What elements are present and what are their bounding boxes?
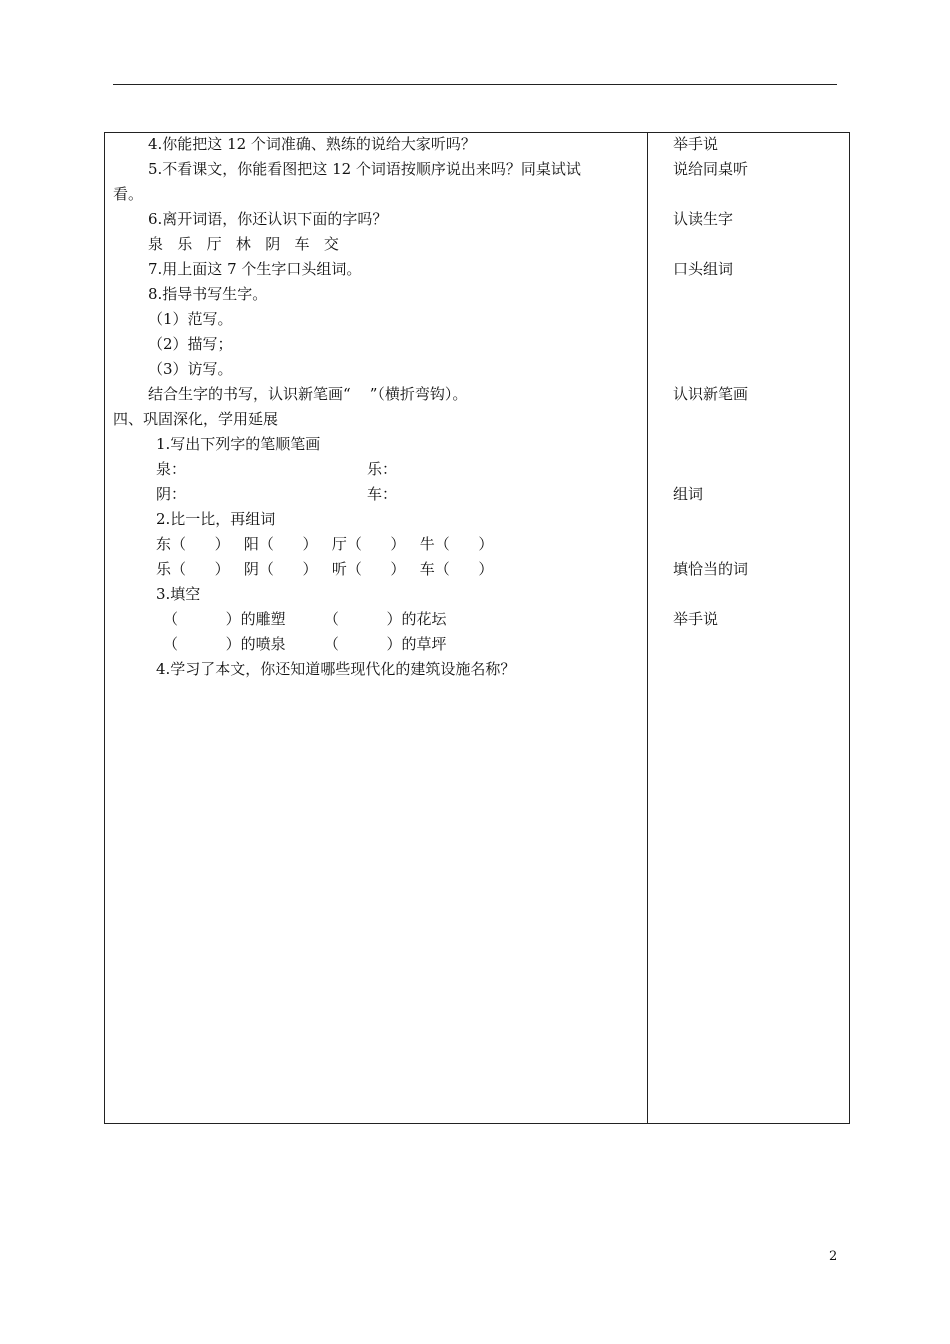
teaching-step-line: 泉 乐 厅 林 阴 车 交 <box>148 235 339 253</box>
teaching-step-line: 8.指导书写生字。 <box>148 285 268 303</box>
teaching-step-line: 乐： <box>367 460 398 478</box>
student-activity-line: 认识新笔画 <box>673 385 749 403</box>
teaching-step-line: 5.不看课文，你能看图把这 12 个词语按顺序说出来吗？同桌试试 <box>148 160 581 178</box>
lesson-table <box>104 132 850 1124</box>
teaching-step-line: 乐（ ） 阴（ ） 听（ ） 车（ ） <box>156 560 494 578</box>
teaching-step-line: （ ）的雕塑 （ ）的花坛 <box>163 610 447 628</box>
column-divider <box>647 133 648 1123</box>
page-number: 2 <box>829 1249 838 1264</box>
student-activity-line: 填恰当的词 <box>673 560 749 578</box>
student-activity-line: 口头组词 <box>673 260 734 278</box>
teaching-step-line: 2.比一比，再组词 <box>156 510 276 528</box>
student-activity-line: 组词 <box>673 485 704 503</box>
teaching-step-line: 3.填空 <box>156 585 201 603</box>
header-rule <box>113 84 837 85</box>
teaching-step-line: 泉： <box>156 460 187 478</box>
teaching-step-line: 7.用上面这 7 个生字口头组词。 <box>148 260 362 278</box>
student-activity-line: 说给同桌听 <box>673 160 749 178</box>
student-activity-line: 举手说 <box>673 135 719 153</box>
teaching-step-line: 看。 <box>113 185 144 203</box>
teaching-step-line: （1）范写。 <box>148 310 233 328</box>
teaching-step-line: 4.学习了本文，你还知道哪些现代化的建筑设施名称？ <box>156 660 516 678</box>
teaching-step-line: 阴： <box>156 485 187 503</box>
teaching-step-line: 结合生字的书写，认识新笔画“ ”（横折弯钩）。 <box>148 385 468 403</box>
student-activity-line: 举手说 <box>673 610 719 628</box>
teaching-step-line: 6.离开词语，你还认识下面的字吗？ <box>148 210 388 228</box>
teaching-step-line: （3）访写。 <box>148 360 233 378</box>
teaching-step-line: 1.写出下列字的笔顺笔画 <box>156 435 321 453</box>
teaching-step-line: 4.你能把这 12 个词准确、熟练的说给大家听吗？ <box>148 135 476 153</box>
teaching-step-line: （2）描写； <box>148 335 233 353</box>
teaching-step-line: 车： <box>367 485 398 503</box>
teaching-step-line: （ ）的喷泉 （ ）的草坪 <box>163 635 447 653</box>
student-activity-line: 认读生字 <box>673 210 734 228</box>
teaching-step-line: 四、巩固深化，学用延展 <box>113 410 279 428</box>
teaching-step-line: 东（ ） 阳（ ） 厅（ ） 牛（ ） <box>156 535 494 553</box>
